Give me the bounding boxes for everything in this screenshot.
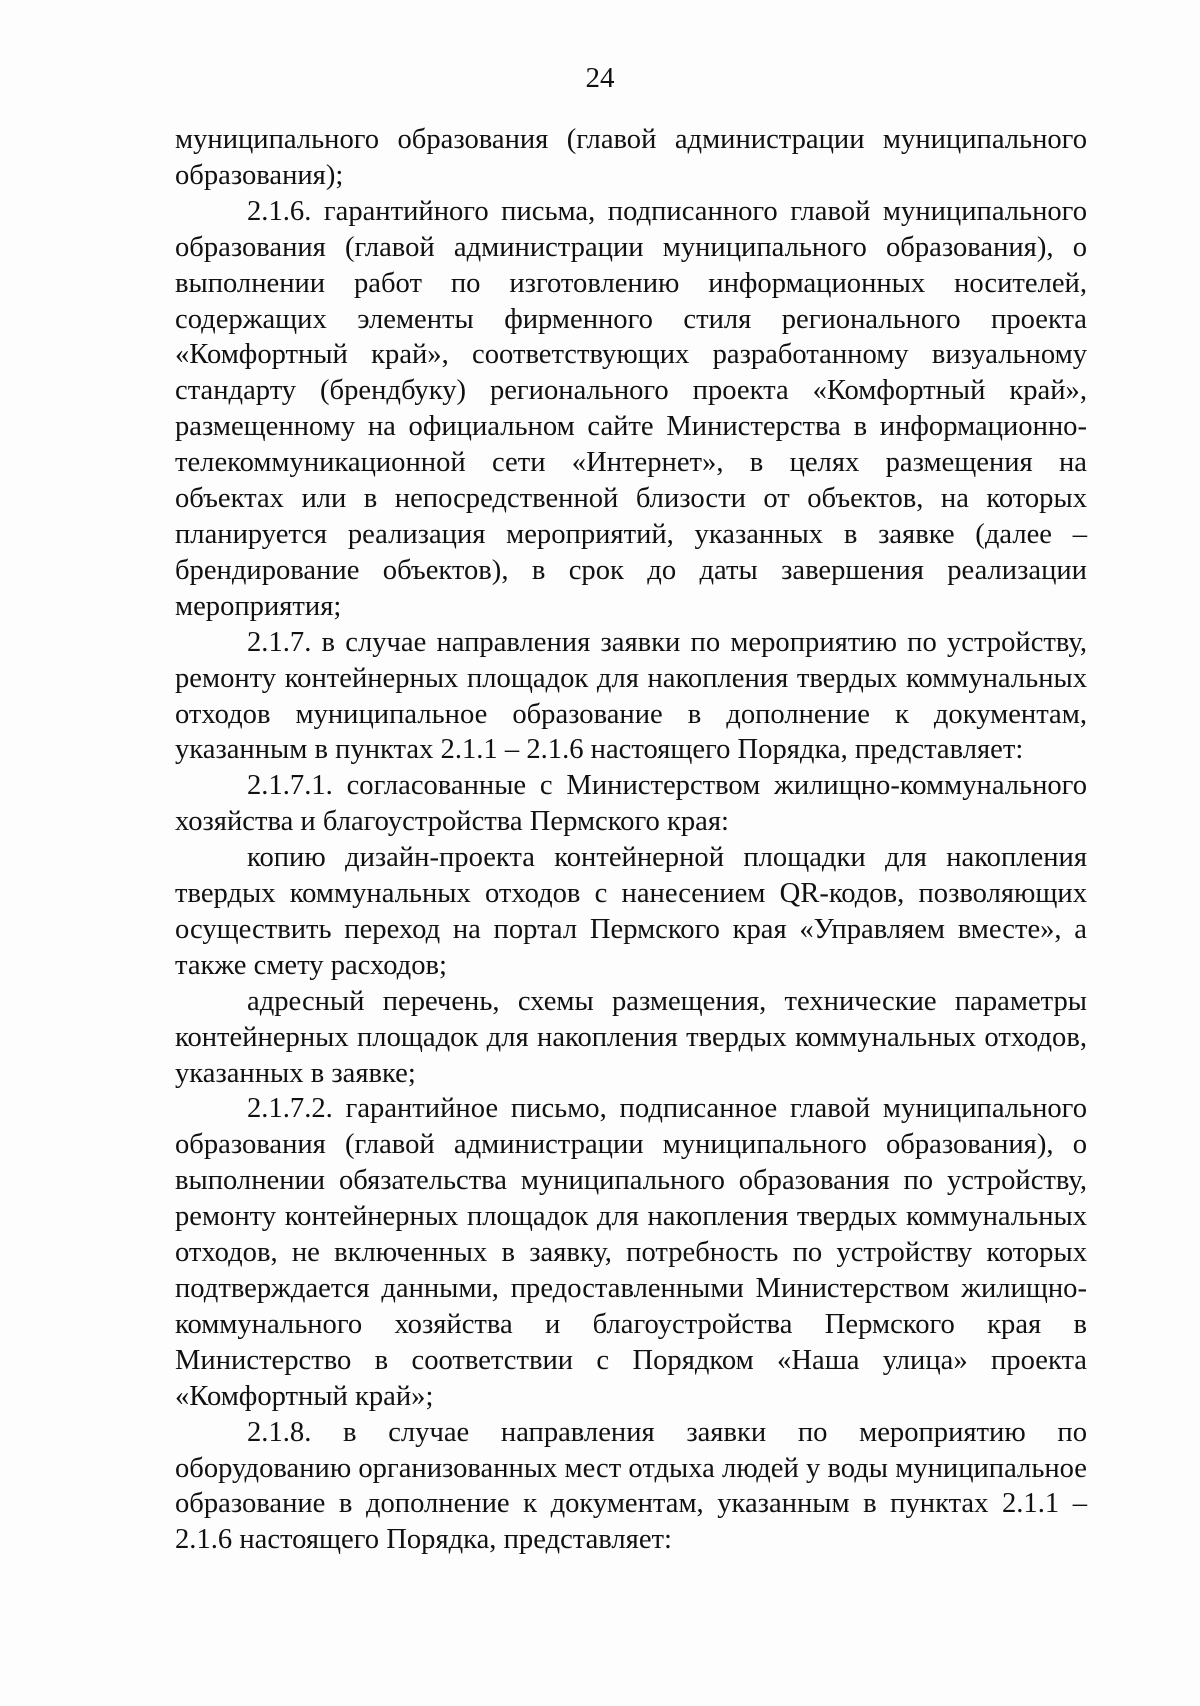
paragraph-2-1-7-2: 2.1.7.2. гарантийное письмо, подписанное главой муниципального образования (главой администрации муниципального образования), о выполнении обязательства муниципального образования по устройству, ремонту контейнерных площадок для накопления твердых коммунальных отходов, не включенных в заявку, потребность по устройству которых подтверждается данными, предоставленными Министерством жилищно-коммунального хозяйства и благоустройства Пермского края в Министерство в соответствии с Порядком «Наша улица» проекта «Комфортный край»;	[175, 1093, 1087, 1412]
paragraph-2-1-7: 2.1.7. в случае направления заявки по мероприятию по устройству, ремонту контейнерных площадок для накопления твердых коммунальных отходов муниципальное образование в дополнение к документам, указанным в пунктах 2.1.1 – 2.1.6 настоящего Порядка, представляет:	[175, 626, 1087, 766]
paragraph-2-1-7-1: 2.1.7.1. согласованные с Министерством жилищно-коммунального хозяйства и благоустройства Пермского края:	[175, 770, 1087, 838]
paragraph-continuation: муниципального образования (главой администрации муниципального образования);	[175, 124, 1087, 191]
paragraph-address-list: адресный перечень, схемы размещения, технические параметры контейнерных площадок для накопления твердых коммунальных отходов, указанных в заявке;	[175, 985, 1087, 1089]
paragraph-design-project-copy: копию дизайн-проекта контейнерной площадки для накопления твердых коммунальных отходов с нанесением QR-кодов, позволяющих осуществить переход на портал Пермского края «Управляем вместе», а также смету расходов;	[175, 842, 1087, 981]
paragraph-2-1-6: 2.1.6. гарантийного письма, подписанного главой муниципального образования (главой администрации муниципального образования), о выполнении работ по изготовлению информационных носителей, содержащих элементы фирменного стиля регионального проекта «Комфортный край», соответствующих разработанному визуальному стандарту (брендбуку) регионального проекта «Комфортный край», размещенному на официальном сайте Министерства в информационно-телекоммуникационной сети «Интернет», в целях размещения на объектах или в непосредственной близости от объектов, на которых планируется реализация мероприятий, указанных в заявке (далее – брендирование объектов), в срок до даты завершения реализации мероприятия;	[175, 195, 1087, 622]
page-number: 24	[585, 62, 615, 94]
document-body	[175, 122, 1087, 1558]
paragraph-2-1-8: 2.1.8. в случае направления заявки по мероприятию по оборудованию организованных мест отдыха людей у воды муниципальное образование в дополнение к документам, указанным в пунктах 2.1.1 – 2.1.6 настоящего Порядка, представляет:	[175, 1416, 1087, 1556]
